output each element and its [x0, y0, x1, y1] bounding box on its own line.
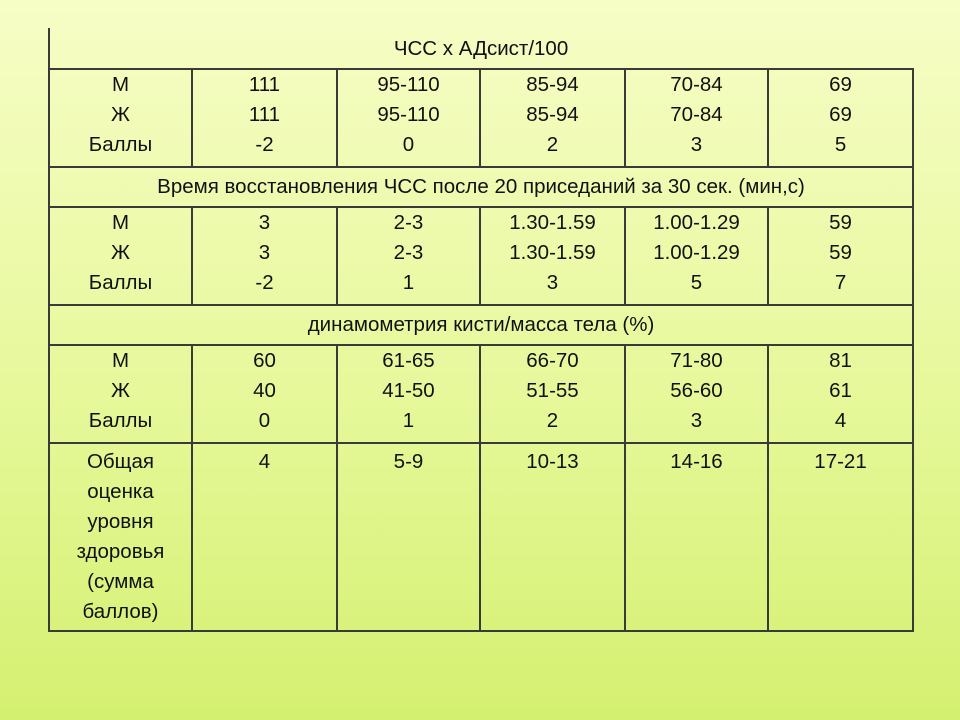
row-label-points: Баллы [88, 271, 153, 294]
total-value: 5-9 [393, 450, 424, 473]
value-cell [192, 207, 337, 305]
value-female: 69 [829, 103, 852, 126]
section-title-text: Время восстановления ЧСС после 20 приседаний за 30 сек. (мин,с) [157, 175, 805, 198]
row-labels-cell [49, 345, 192, 443]
value-cell [337, 69, 480, 167]
row-labels-cell [49, 69, 192, 167]
value-points: 3 [690, 133, 703, 156]
value-female: 56-60 [670, 379, 723, 402]
value-female: 70-84 [670, 103, 723, 126]
total-value-cell [768, 443, 913, 631]
row-label-points: Баллы [88, 409, 153, 432]
value-cell [768, 207, 913, 305]
section-header-row [49, 29, 913, 69]
section-title-recovery-time [49, 167, 913, 207]
total-label-cell [49, 443, 192, 631]
value-male: 61-65 [382, 349, 435, 372]
row-label-female: Ж [111, 379, 130, 402]
total-label-line: (сумма [87, 570, 154, 593]
total-label-line: уровня [87, 510, 154, 533]
section-title-text: динамометрия кисти/масса тела (%) [307, 313, 655, 336]
value-male: 3 [258, 211, 271, 234]
row-labels-cell [49, 207, 192, 305]
total-label-line: баллов) [82, 600, 159, 623]
total-value-cell [337, 443, 480, 631]
table-row [49, 345, 913, 443]
total-label-line: здоровья [76, 540, 165, 563]
value-points: 7 [834, 271, 847, 294]
value-male: 60 [253, 349, 276, 372]
value-male: 1.30-1.59 [509, 211, 596, 234]
value-male: 2-3 [393, 211, 424, 234]
value-female: 40 [253, 379, 276, 402]
value-points: 5 [690, 271, 703, 294]
value-points: 1 [402, 409, 415, 432]
total-value-cell [192, 443, 337, 631]
value-male: 95-110 [377, 73, 440, 96]
value-female: 3 [258, 241, 271, 264]
value-points: -2 [255, 271, 274, 294]
value-points: -2 [255, 133, 274, 156]
table-row [49, 69, 913, 167]
value-points: 5 [834, 133, 847, 156]
value-female: 59 [829, 241, 852, 264]
value-male: 111 [248, 73, 281, 96]
value-female: 51-55 [526, 379, 579, 402]
section-header-row [49, 167, 913, 207]
value-male: 69 [829, 73, 852, 96]
value-female: 1.30-1.59 [509, 241, 596, 264]
row-label-male: М [111, 73, 130, 96]
value-points: 1 [402, 271, 415, 294]
value-cell [192, 69, 337, 167]
value-cell [625, 69, 768, 167]
value-female: 61 [829, 379, 852, 402]
value-female: 111 [248, 103, 281, 126]
table-row [49, 207, 913, 305]
value-female: 41-50 [382, 379, 435, 402]
value-cell [192, 345, 337, 443]
value-cell [480, 345, 625, 443]
row-label-female: Ж [111, 241, 130, 264]
section-header-row [49, 305, 913, 345]
value-cell [480, 207, 625, 305]
total-value: 4 [258, 450, 271, 473]
value-female: 1.00-1.29 [653, 241, 740, 264]
health-assessment-table [48, 28, 914, 632]
value-male: 81 [829, 349, 852, 372]
row-label-points: Баллы [88, 133, 153, 156]
row-label-female: Ж [111, 103, 130, 126]
value-cell [768, 345, 913, 443]
value-points: 3 [546, 271, 559, 294]
value-cell [768, 69, 913, 167]
value-cell [337, 207, 480, 305]
value-cell [625, 207, 768, 305]
value-female: 85-94 [526, 103, 579, 126]
total-score-row [49, 443, 913, 631]
value-female: 2-3 [393, 241, 424, 264]
value-male: 1.00-1.29 [653, 211, 740, 234]
total-label-line: оценка [87, 480, 154, 503]
section-title-hr-bp [49, 29, 913, 69]
total-value: 17-21 [814, 450, 867, 473]
total-value-cell [625, 443, 768, 631]
value-points: 2 [546, 133, 559, 156]
value-male: 85-94 [526, 73, 579, 96]
value-cell [480, 69, 625, 167]
value-male: 59 [829, 211, 852, 234]
value-cell [625, 345, 768, 443]
total-value: 10-13 [526, 450, 579, 473]
value-points: 0 [402, 133, 415, 156]
section-title-text: ЧСС х АДсист/100 [393, 37, 569, 60]
row-label-male: М [111, 211, 130, 234]
value-male: 66-70 [526, 349, 579, 372]
value-female: 95-110 [377, 103, 440, 126]
total-value-cell [480, 443, 625, 631]
total-label-line: Общая [86, 450, 155, 473]
row-label-male: М [111, 349, 130, 372]
value-points: 2 [546, 409, 559, 432]
value-male: 70-84 [670, 73, 723, 96]
value-cell [337, 345, 480, 443]
value-points: 0 [258, 409, 271, 432]
total-value: 14-16 [670, 450, 723, 473]
section-title-dynamometry [49, 305, 913, 345]
value-points: 3 [690, 409, 703, 432]
value-points: 4 [834, 409, 847, 432]
value-male: 71-80 [670, 349, 723, 372]
